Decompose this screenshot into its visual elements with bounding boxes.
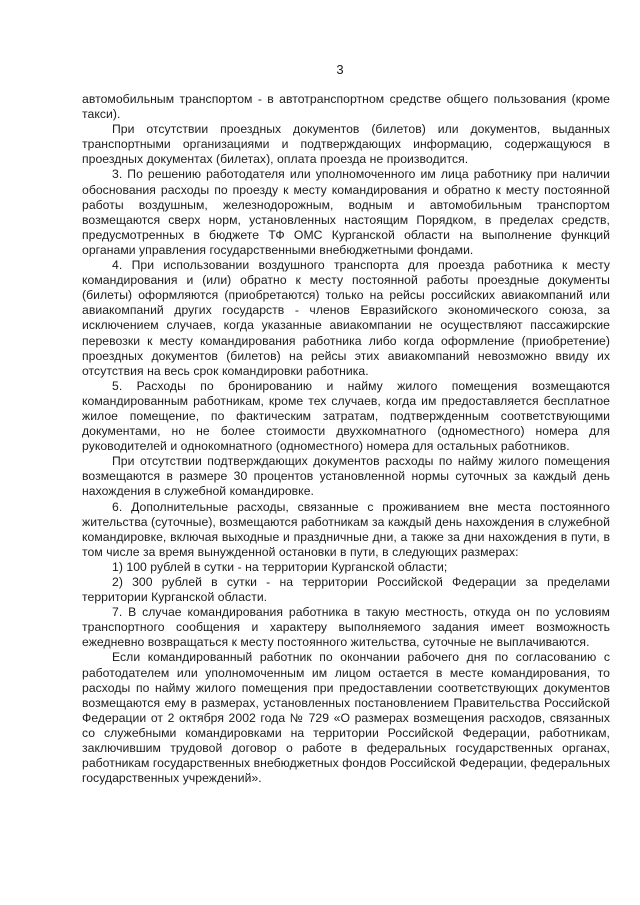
paragraph-rate-1: 1) 100 рублей в сутки - на территории Курганской области; <box>112 559 448 574</box>
paragraph-no-tickets: При отсутствии проездных документов (билетов) или документов, выданных транспортными организациями и подтверждающих информацию, содержащуюся в проездных документах (билетах), оплата проезда не производится. <box>82 122 610 167</box>
paragraph-item-4: 4. При использовании воздушного транспорта для проезда работника к месту командирования и (или) обратно к месту постоянной работы проездные документы (билеты) оформляются (приобретаются) только на рейсы российских авиакомпаний или авиакомпаний других государств - членов Евразийского экономического союза, за исключением случаев, когда указанные авиакомпании не осуществляют пассажирские перевозки к месту командирования работника либо когда оформление (приобретение) проездных документов (билетов) на рейсы этих авиакомпаний невозможно ввиду их отсутствия на весь срок командировки работника. <box>82 258 610 378</box>
paragraph-item-5: 5. Расходы по бронированию и найму жилого помещения возмещаются командированным работникам, кроме тех случаев, когда им предоставляется бесплатное жилое помещение, по фактическим затратам, подтвержденным соответствующими документами, но не более стоимости двухкомнатного (одноместного) номера для руководителей и однокомнатного (одноместного) номера для остальных работников. <box>82 378 610 454</box>
document-body <box>82 92 610 786</box>
paragraph-no-documents: При отсутствии подтверждающих документов расходы по найму жилого помещения возмещаются в размере 30 процентов установленной нормы суточных за каждый день нахождения в служебной командировке. <box>82 454 610 499</box>
page-number: 3 <box>336 62 344 77</box>
paragraph-continuation: автомобильным транспортом - в автотранспортном средстве общего пользования (кроме такси). <box>82 92 610 122</box>
paragraph-item-7: 7. В случае командирования работника в такую местность, откуда он по условиям транспортного сообщения и характеру выполняемого задания имеет возможность ежедневно возвращаться к месту постоянного жительства, суточные не выплачиваются. <box>82 605 610 650</box>
paragraph-item-3: 3. По решению работодателя или уполномоченного им лица работнику при наличии обоснования расходы по проезду к месту командирования и обратно к месту постоянной работы воздушным, железнодорожным, водным и автомобильным транспортом возмещаются сверх норм, установленных настоящим Порядком, в пределах средств, предусмотренных в бюджете ТФ ОМС Курганской области на выполнение функций органами управления государственными внебюджетными фондами. <box>82 167 610 257</box>
paragraph-item-6: 6. Дополнительные расходы, связанные с проживанием вне места постоянного жительства (суточные), возмещаются работникам за каждый день нахождения в служебной командировке, включая выходные и праздничные дни, а также за дни нахождения в пути, в том числе за время вынужденной остановки в пути, в следующих размерах: <box>82 499 610 559</box>
paragraph-rate-2: 2) 300 рублей в сутки - на территории Российской Федерации за пределами территории Курганской области. <box>82 575 610 605</box>
paragraph-overnight-stay: Если командированный работник по окончании рабочего дня по согласованию с работодателем или уполномоченным им лицом остается в месте командирования, то расходы по найму жилого помещения при предоставлении соответствующих документов возмещаются ему в размерах, установленных постановлением Правительства Российской Федерации от 2 октября 2002 года № 729 «О размерах возмещения расходов, связанных со служебными командировками на территории Российской Федерации, работникам, заключившим трудовой договор о работе в федеральных государственных органах, работникам государственных внебюджетных фондов Российской Федерации, федеральных государственных учреждений». <box>82 650 610 786</box>
